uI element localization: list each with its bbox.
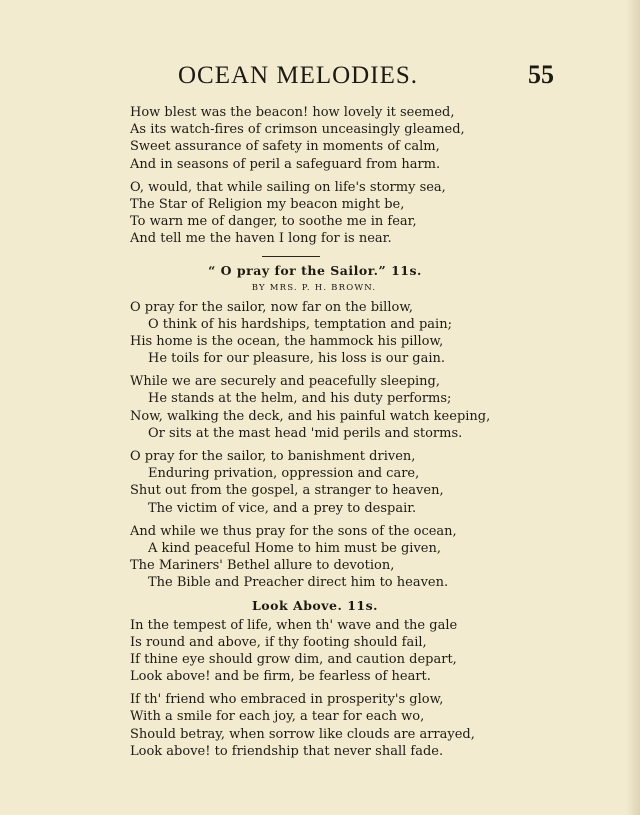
verse-line: If th' friend who embraced in prosperity's glow,: [130, 692, 444, 708]
page-number: 55: [528, 60, 554, 89]
hymn-author: BY MRS. P. H. BROWN.: [251, 282, 377, 293]
stanza: [130, 617, 490, 686]
verse-line: Look above! to friendship that never shall fade.: [130, 743, 444, 759]
hymn-verses: [130, 617, 490, 761]
verse-line: Shut out from the gospel, a stranger to heaven,: [130, 483, 444, 499]
hymn-o-pray-for-the-sailor: [130, 263, 490, 592]
verse-line: As its watch-fires of crimson unceasingly gleamed,: [130, 122, 465, 138]
verse-line: His home is the ocean, the hammock his pillow,: [130, 333, 444, 349]
verse-line: The victim of vice, and a prey to despair.: [148, 500, 417, 516]
verse-line: Now, walking the deck, and his painful watch keeping,: [130, 408, 491, 424]
page-body: [130, 104, 490, 760]
verse-line: The Bible and Preacher direct him to heaven.: [148, 575, 449, 591]
verse-line: Should betray, when sorrow like clouds are arrayed,: [130, 726, 475, 742]
stanza: [130, 373, 490, 442]
page-header: [0, 62, 640, 96]
verse-line: Look above! and be firm, be fearless of heart.: [130, 669, 431, 685]
verse-line: O think of his hardships, temptation and pain;: [148, 316, 452, 332]
verse-line: If thine eye should grow dim, and caution depart,: [130, 651, 457, 667]
verse-line: Or sits at the mast head 'mid perils and storms.: [148, 425, 463, 441]
verse-line: Sweet assurance of safety in moments of calm,: [130, 139, 440, 155]
stanza: [130, 691, 490, 760]
verse-line: And tell me the haven I long for is near.: [130, 231, 392, 247]
verse-line: The Star of Religion my beacon might be,: [130, 196, 405, 212]
verse-line: A kind peaceful Home to him must be given,: [148, 540, 441, 556]
verse-line: O, would, that while sailing on life's stormy sea,: [130, 179, 446, 195]
running-title: OCEAN MELODIES.: [178, 62, 418, 89]
verse-line: In the tempest of life, when th' wave and the gale: [130, 617, 458, 633]
verse-line: With a smile for each joy, a tear for each wo,: [130, 709, 425, 725]
verse-line: And in seasons of peril a safeguard from harm.: [130, 156, 441, 172]
verse-line: To warn me of danger, to soothe me in fear,: [130, 214, 417, 230]
stanza: [130, 299, 490, 368]
verse-line: O pray for the sailor, to banishment driven,: [130, 449, 416, 464]
verse-line: O pray for the sailor, now far on the billow,: [130, 299, 414, 315]
hymn-title: Look Above. 11s.: [252, 597, 378, 613]
verse-line: Is round and above, if thy footing should fail,: [130, 634, 427, 650]
verse-line: While we are securely and peacefully sleeping,: [130, 374, 440, 390]
verse-line: And while we thus pray for the sons of the ocean,: [130, 523, 457, 539]
stanza: [130, 523, 490, 592]
stanza: [130, 448, 490, 517]
verse-line: Enduring privation, oppression and care,: [148, 466, 420, 482]
hymn-look-above: [130, 598, 490, 761]
page-edge-shadow: [626, 0, 640, 815]
verse-line: He toils for our pleasure, his loss is our gain.: [148, 351, 446, 367]
hymn-verses: [130, 299, 490, 592]
hymn-title: “ O pray for the Sailor.” 11s.: [208, 262, 422, 278]
stanza: [130, 179, 490, 248]
section-divider: [262, 256, 320, 257]
hymn-continued: [130, 104, 490, 248]
verse-line: He stands at the helm, and his duty performs;: [148, 391, 452, 407]
verse-line: The Mariners' Bethel allure to devotion,: [130, 558, 395, 574]
verse-line: How blest was the beacon! how lovely it seemed,: [130, 105, 455, 120]
stanza: [130, 104, 490, 173]
